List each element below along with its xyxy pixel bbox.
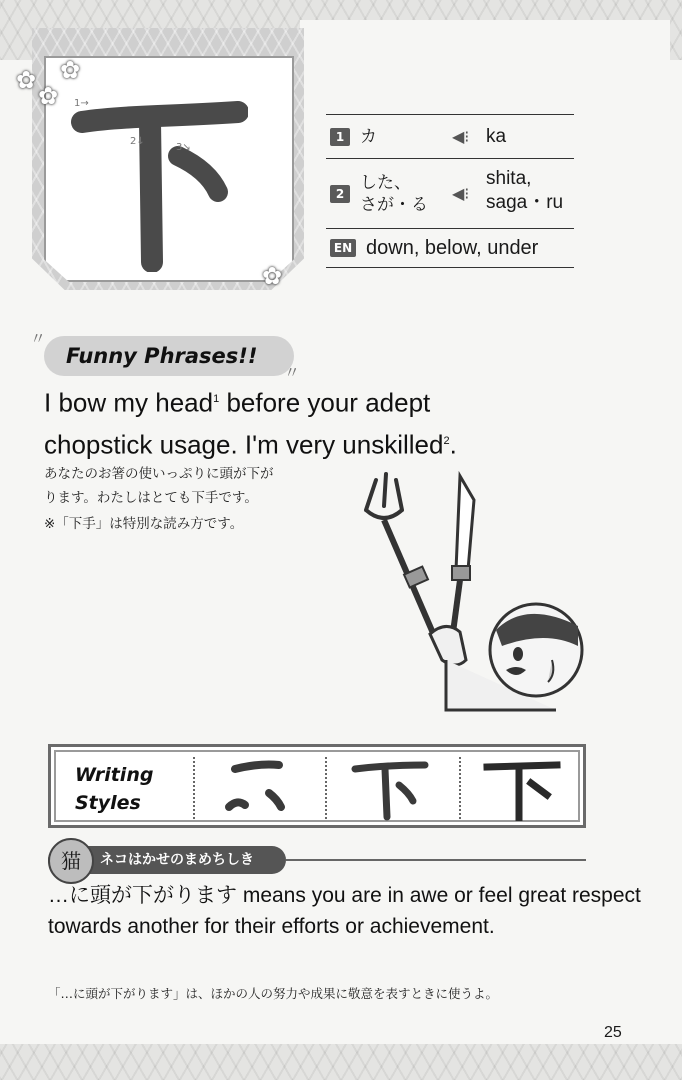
decoration-icon: 〃 — [284, 363, 301, 382]
flower-icon: ✿ — [16, 66, 37, 94]
writing-style-step-1 — [211, 755, 301, 821]
decoration-icon: 〃 — [30, 329, 47, 348]
writing-styles-title-line: Styles — [75, 792, 141, 814]
phrase-en-part: . — [449, 429, 457, 460]
speaker-icon[interactable]: ◀⁝ — [452, 127, 470, 146]
phrase-en-part: before your adept — [219, 387, 431, 418]
reading-row-kun — [326, 158, 574, 228]
stroke-label-2: 2↓ — [130, 136, 145, 147]
top-panel — [300, 20, 670, 60]
funny-phrases-label: Funny Phrases!! — [44, 336, 294, 376]
stroke-label-1: 1→ — [74, 98, 89, 109]
phrase-english — [44, 380, 664, 463]
phrase-japanese — [44, 462, 354, 510]
writing-styles-title — [75, 761, 195, 817]
neko-trivia-text: …に頭が下がります means you are in awe or feel great respect towards another for their efforts or achievement. — [48, 884, 641, 938]
reading-romaji: ka — [486, 125, 507, 147]
speaker-icon[interactable]: ◀⁝ — [452, 184, 470, 203]
english-badge: EN — [330, 239, 356, 257]
cat-professor-icon: 猫 — [48, 838, 94, 884]
reading-ja: した、 さが・る — [360, 172, 428, 215]
divider — [325, 757, 327, 819]
flower-icon: ✿ — [38, 82, 59, 110]
footnote-mark: 2 — [443, 434, 450, 447]
divider — [459, 757, 461, 819]
writing-style-step-3 — [475, 755, 565, 821]
writing-styles-title-line: Writing — [75, 764, 154, 786]
reading-romaji: shita, saga・ru — [486, 168, 564, 213]
illustration-person-with-utensils — [356, 470, 586, 720]
reading-badge: 2 — [330, 185, 350, 203]
english-meaning-row — [326, 228, 574, 268]
reading-row-on — [326, 114, 574, 158]
page-number: 25 — [604, 1024, 622, 1041]
phrase-ja-line: あなたのお箸の使いっぷりに頭が下が — [44, 466, 274, 482]
flower-icon: ✿ — [60, 56, 81, 84]
bottom-pattern — [0, 1044, 682, 1080]
divider — [286, 859, 586, 861]
phrase-en-part: chopstick usage. I'm very unskilled — [44, 429, 444, 460]
reading-badge: 1 — [330, 128, 350, 146]
phrase-ja-line: ります。わたしはとても下手です。 — [44, 490, 258, 506]
neko-trivia-japanese: 「…に頭が下がります」は、ほかの人の努力や成果に敬意を表すときに使うよ。 — [48, 986, 499, 1001]
flower-icon: ✿ — [262, 262, 283, 290]
readings-table — [326, 114, 574, 268]
writing-styles-box — [48, 744, 586, 828]
kanji-strokes — [68, 92, 248, 272]
phrase-note: ※「下手」は特別な読み方です。 — [44, 516, 244, 532]
writing-style-step-2 — [343, 755, 433, 821]
stroke-label-3: 3↘ — [176, 142, 191, 153]
neko-trivia-label: ネコはかせのまめちしき — [48, 846, 286, 874]
reading-ja: カ — [360, 126, 377, 147]
divider — [193, 757, 195, 819]
phrase-en-part: I bow my head — [44, 387, 214, 418]
english-meaning: down, below, under — [366, 236, 539, 259]
footnote-mark: 1 — [213, 393, 220, 405]
